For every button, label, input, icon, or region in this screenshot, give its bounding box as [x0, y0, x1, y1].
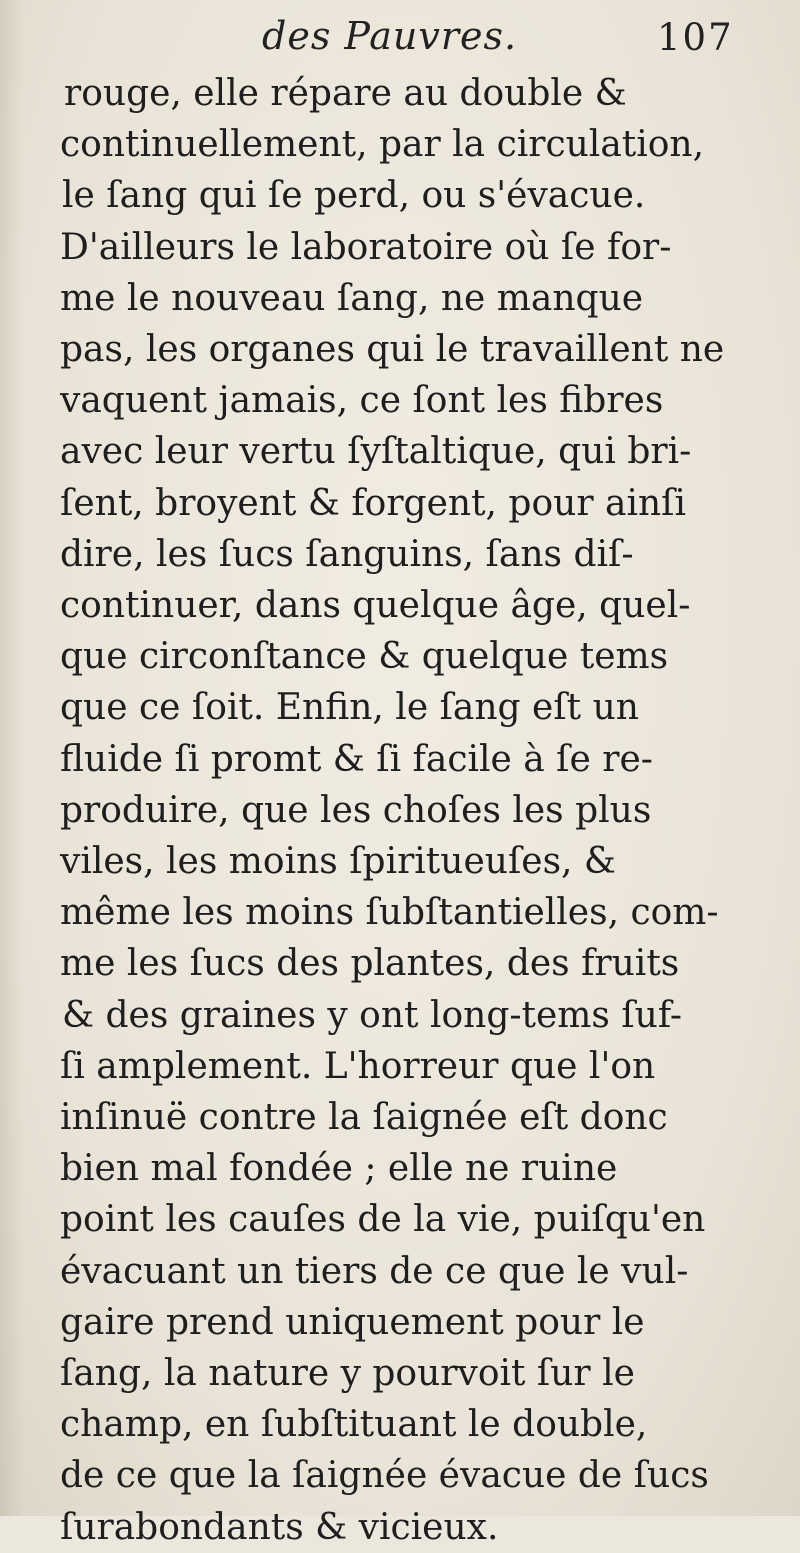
- page-header: [0, 6, 800, 68]
- text-line: point les cauſes de la vie, puiſqu'en: [60, 1199, 706, 1240]
- text-line: produire, que les choſes les plus: [60, 790, 652, 831]
- text-line: que circonſtance & quelque tems: [60, 636, 669, 677]
- running-title: des Pauvres.: [262, 14, 518, 58]
- text-line: inſinuë contre la ſaignée eſt donc: [60, 1097, 668, 1138]
- text-line: pas, les organes qui le travaillent ne: [60, 329, 725, 370]
- text-line: bien mal fondée ; elle ne ruine: [60, 1148, 618, 1189]
- text-line: avec leur vertu ſyſtaltique, qui bri-: [60, 431, 692, 472]
- text-line: ſent, broyent & forgent, pour ainſi: [60, 483, 686, 524]
- page-gutter-shadow: [0, 0, 24, 1516]
- text-line: viles, les moins ſpiritueuſes, &: [60, 841, 616, 882]
- text-line: fluide ſi promt & ſi facile à ſe re-: [60, 739, 653, 780]
- text-line: champ, en ſubſtituant le double,: [60, 1404, 648, 1445]
- text-line: continuer, dans quelque âge, quel-: [60, 585, 691, 626]
- text-line: évacuant un tiers de ce que le vul-: [60, 1251, 689, 1292]
- text-line: ſang, la nature y pourvoit ſur le: [60, 1353, 635, 1394]
- text-line: le ſang qui ſe perd, ou s'évacue.: [62, 175, 646, 216]
- page-number: 107: [657, 16, 734, 59]
- text-line: vaquent jamais, ce ſont les fibres: [60, 380, 664, 421]
- text-line: que ce ſoit. Enfin, le ſang eſt un: [60, 687, 639, 728]
- text-line: de ce que la ſaignée évacue de ſucs: [60, 1455, 709, 1496]
- text-line: me les ſucs des plantes, des fruits: [60, 943, 680, 984]
- text-line: continuellement, par la circulation,: [60, 124, 705, 165]
- text-line: ſurabondants & vicieux.: [60, 1507, 499, 1548]
- text-line: rouge, elle répare au double &: [64, 73, 627, 114]
- text-line: & des graines y ont long-tems ſuf-: [62, 995, 683, 1036]
- text-line: D'ailleurs le laboratoire où ſe for-: [60, 227, 672, 268]
- text-line: me le nouveau ſang, ne manque: [60, 278, 644, 319]
- text-line: même les moins ſubſtantielles, com-: [60, 892, 719, 933]
- text-line: dire, les ſucs ſanguins, ſans diſ-: [60, 534, 634, 575]
- text-line: ſi amplement. L'horreur que l'on: [60, 1046, 656, 1087]
- text-line: gaire prend uniquement pour le: [60, 1302, 645, 1343]
